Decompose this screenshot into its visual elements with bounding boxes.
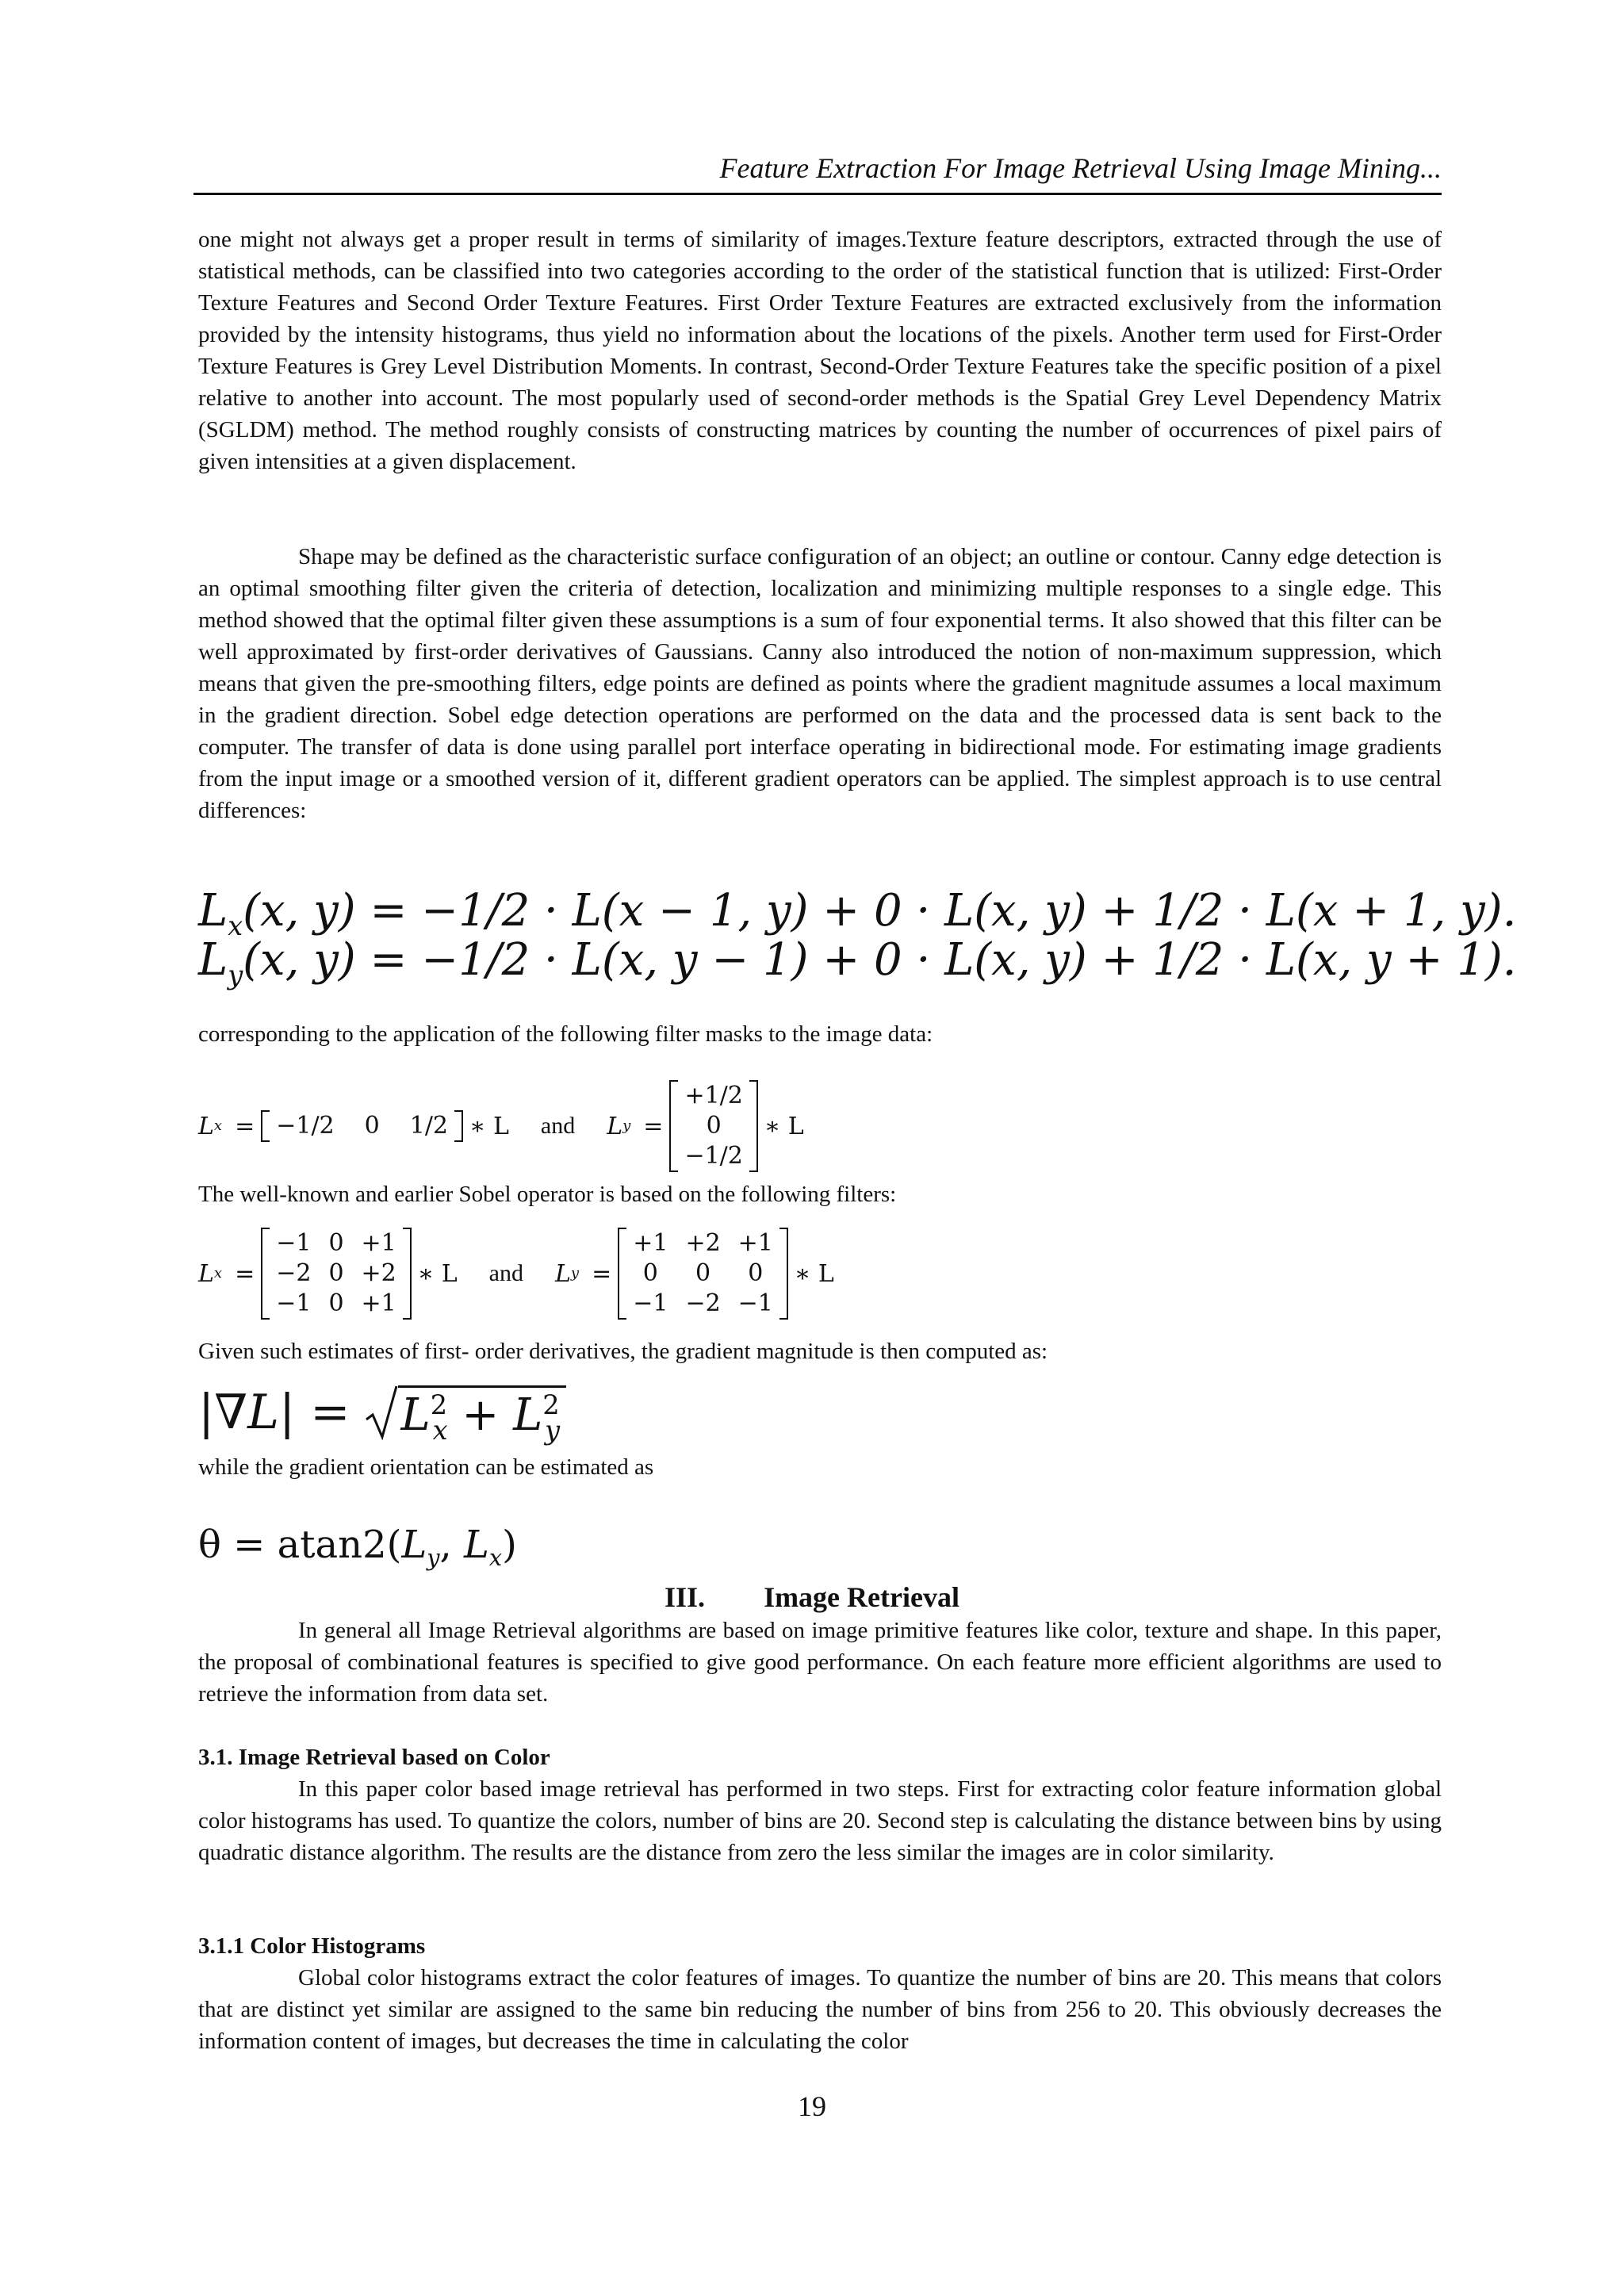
matrix-entry: 0 bbox=[706, 1112, 722, 1140]
matrix-entry: −1 bbox=[276, 1229, 312, 1257]
subsection-heading-histograms: 3.1.1 Color Histograms bbox=[198, 1933, 426, 1959]
matrix-entry: 0 bbox=[328, 1289, 344, 1317]
matrix-entry: 0 bbox=[695, 1259, 711, 1287]
matrix-entry: 1/2 bbox=[409, 1112, 449, 1140]
header-rule bbox=[193, 193, 1442, 195]
matrix-entry: +2 bbox=[685, 1229, 721, 1257]
paragraph-shape: Shape may be defined as the characteristic surface configuration of an object; an outline or contour. Canny edge detection is an optimal smoothing filter given the criteria of detection, localization and minimizing multiple responses to a single edge. This method showed that the optimal filter given these assumptions is a sum of four exponential terms. It also showed that this filter can be well approximated by first-order derivatives of Gaussians. Canny also introduced the notion of non-maximum suppression, which means that given the pre-smoothing filters, edge points are defined as points where the gradient magnitude assumes a local maximum in the gradient direction. Sobel edge detection operations are performed on the data and the processed data is sent back to the computer. The transfer of data is done using parallel port interface operating in bidirectional mode. For estimating image gradients from the input image or a smoothed version of it, different gradient operators can be applied. The simplest approach is to use central differences: bbox=[198, 544, 1442, 823]
matrix-entry: +1 bbox=[361, 1229, 396, 1257]
matrix-entry: 0 bbox=[642, 1259, 658, 1287]
matrix-entry: −1/2 bbox=[684, 1142, 743, 1170]
subsection-heading-color: 3.1. Image Retrieval based on Color bbox=[198, 1745, 550, 1770]
gradient-orientation-equation: $\theta = atan2(L_y$, $L_x$) bbox=[198, 1523, 517, 1572]
matrix-entry: 0 bbox=[328, 1229, 344, 1257]
matrix-entry: +1 bbox=[633, 1229, 668, 1257]
matrix-entry: +1 bbox=[361, 1289, 396, 1317]
matrix-entry: −1 bbox=[633, 1289, 668, 1317]
running-header: Feature Extraction For Image Retrieval Using Image Mining... bbox=[719, 152, 1442, 184]
paragraph-color-retrieval: In this paper color based image retrieval has performed in two steps. First for extracting color feature information global color histograms has used. To quantize the colors, number of bins are 20. Second step is calculating the distance between bins by using quadratic distance algorithm. The results are the distance from zero the less similar the images are in color similarity. bbox=[198, 1776, 1442, 1865]
paragraph-gradient-magnitude: Given such estimates of first- order derivatives, the gradient magnitude is then computed as: bbox=[198, 1339, 1048, 1364]
sobel-y-matrix bbox=[618, 1228, 788, 1320]
simple-filter-masks: L x = −1/2 0 1/2 ∗ L and L y = +1/2 0 −1/2 ∗ L bbox=[198, 1080, 804, 1172]
column-mask-matrix bbox=[669, 1080, 757, 1172]
central-difference-equations bbox=[198, 885, 1517, 990]
matrix-entry: +1/2 bbox=[684, 1082, 743, 1109]
matrix-entry: −1/2 bbox=[276, 1112, 335, 1140]
equation-lx: $L_x(x$, y) = −1/2 · L(x − 1, y) + 0 · L(x, y) + 1/2 · L(x + 1, y). bbox=[198, 885, 1517, 941]
matrix-entry: +1 bbox=[737, 1229, 773, 1257]
matrix-entry: −1 bbox=[276, 1289, 312, 1317]
matrix-entry: 0 bbox=[364, 1112, 380, 1140]
section-heading: III. Image Retrieval bbox=[665, 1581, 959, 1613]
radical-sign-icon bbox=[365, 1385, 398, 1440]
paragraph-sobel: The well-known and earlier Sobel operator is based on the following filters: bbox=[198, 1182, 897, 1207]
matrix-entry: −1 bbox=[737, 1289, 773, 1317]
row-mask-matrix bbox=[261, 1110, 463, 1142]
matrix-entry: −2 bbox=[276, 1259, 312, 1287]
paragraph-image-retrieval: In general all Image Retrieval algorithms are based on image primitive features like color, texture and shape. In this paper, the proposal of combinational features is specified to give good performance. On each feature more efficient algorithms are used to retrieve the information from data set. bbox=[198, 1618, 1442, 1707]
equation-ly: $L_y(x$, y) = −1/2 · L(x, y − 1) + 0 · L(x, y) + 1/2 · L(x, y + 1). bbox=[198, 934, 1517, 990]
matrix-entry: 0 bbox=[328, 1259, 344, 1287]
matrix-entry: −2 bbox=[685, 1289, 721, 1317]
sobel-filter-masks: L x = −1 0 +1 −2 0 +2 −1 0 +1 ∗ L and L y = +1 +2 +1 0 0 0 −1 −2 −1 ∗ L bbox=[198, 1228, 834, 1320]
matrix-entry: 0 bbox=[748, 1259, 764, 1287]
matrix-entry: +2 bbox=[361, 1259, 396, 1287]
paragraph-filter-masks: corresponding to the application of the following filter masks to the image data: bbox=[198, 1021, 933, 1047]
paragraph-color-histograms: Global color histograms extract the color features of images. To quantize the number of bins are 20. This means that colors that are distinct yet similar are assigned to the same bin reducing the number of bins from 256 to 20. This obviously decreases the information content of images, but decreases the time in calculating the color bbox=[198, 1965, 1442, 2054]
sobel-x-matrix bbox=[261, 1228, 412, 1320]
gradient-magnitude-equation: |∇L| = $L^2_x + L^2_y$ bbox=[198, 1385, 566, 1440]
paragraph-gradient-orientation: while the gradient orientation can be estimated as bbox=[198, 1454, 654, 1480]
paragraph-texture: one might not always get a proper result in terms of similarity of images.Texture feature descriptors, extracted through the use of statistical methods, can be classified into two categories according to the order of the statistical function that is utilized: First-Order Texture Features and Second Order Texture Features. First Order Texture Features are extracted exclusively from the information provided by the intensity histograms, thus yield no information about the locations of the pixels. Another term used for First-Order Texture Features is Grey Level Distribution Moments. In contrast, Second-Order Texture Features take the specific position of a pixel relative to another into account. The most popularly used of second-order methods is the Spatial Grey Level Dependency Matrix (SGLDM) method. The method roughly consists of constructing matrices by counting the number of occurrences of pixel pairs of given intensities at a given displacement. bbox=[198, 227, 1442, 474]
page-number: 19 bbox=[798, 2090, 826, 2122]
square-root: $L^2_x + L^2_y$ bbox=[365, 1385, 567, 1440]
